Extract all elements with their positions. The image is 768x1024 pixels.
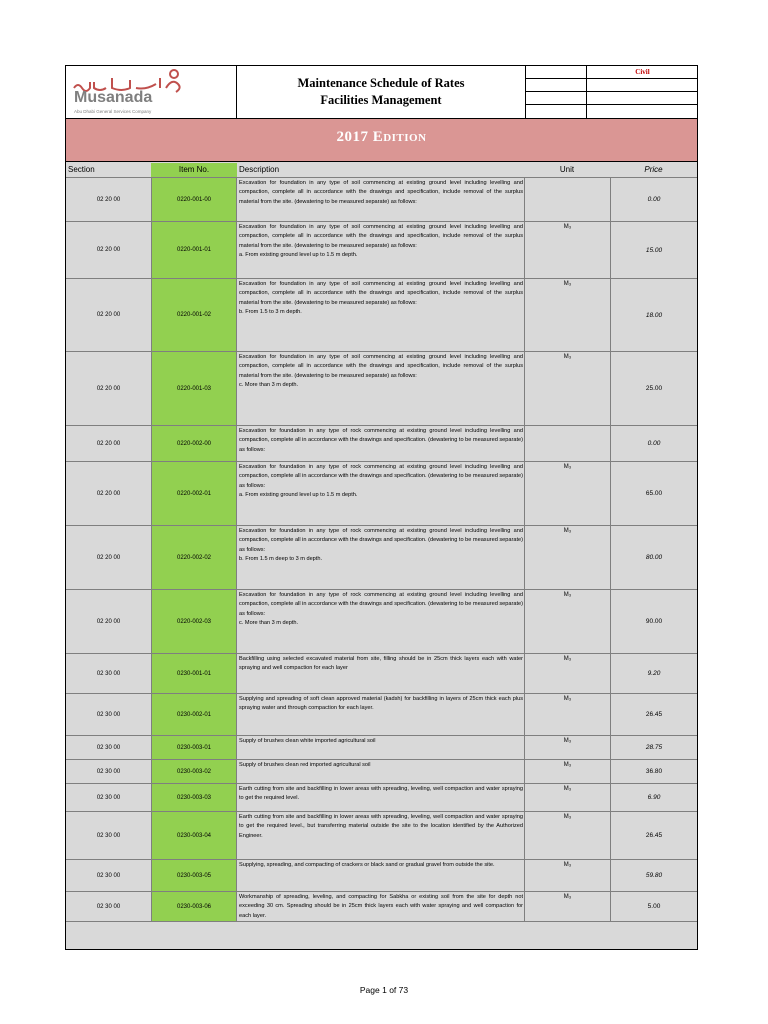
description-text: Supply of brushes clean white imported agricultural soil	[239, 738, 376, 744]
price-cell: 90.00	[610, 590, 697, 653]
table-row	[66, 654, 697, 694]
table-row	[66, 860, 697, 892]
description-cell	[238, 736, 524, 759]
table-row	[66, 694, 697, 736]
description-cell	[238, 784, 524, 811]
table-row	[66, 892, 697, 922]
description-cell	[238, 654, 524, 693]
price-cell: 6.90	[610, 784, 697, 811]
unit-cell: M₃	[524, 784, 610, 811]
table-row	[66, 426, 697, 462]
column-header	[66, 163, 697, 178]
section-cell: 02 30 00	[96, 903, 121, 910]
item-number-cell: 0230-003-03	[151, 784, 237, 811]
item-number-cell: 0230-001-01	[151, 654, 237, 693]
section-cell: 02 20 00	[96, 247, 121, 253]
unit-cell: M₃	[524, 526, 610, 589]
description-text: Excavation for foundation in any type of soil commencing at existing ground level including levelling and compaction, complete all in accordance with the drawings and specification, include removal of the surplus material from the site. (dewatering to be measured separate) as follows:	[239, 281, 523, 306]
item-number-cell: 0230-003-06	[151, 892, 237, 921]
description-cell	[238, 352, 524, 425]
table-row	[66, 462, 697, 526]
description-text: Backfilling using selected excavated material from site, filling should be in 25cm thick layers each with water spraying and well compaction for each layer	[239, 656, 523, 672]
table-row	[66, 590, 697, 654]
description-cell	[238, 526, 524, 589]
col-item: Item No.	[151, 163, 237, 177]
table-row	[66, 352, 697, 426]
description-text: Excavation for foundation in any type of rock commencing at existing ground level including levelling and compaction, complete all in accordance with the drawings and specification. (dewatering to be measured separate) as follows:	[239, 428, 523, 453]
logo-cell	[66, 66, 237, 118]
col-section: Section	[68, 165, 95, 174]
unit-cell: M₃	[524, 590, 610, 653]
description-cell	[238, 694, 524, 735]
description-cell	[238, 178, 524, 221]
item-number-cell: 0230-002-01	[151, 694, 237, 735]
description-cell	[238, 222, 524, 278]
section-cell: 02 30 00	[96, 872, 121, 879]
description-text: Workmanship of spreading, leveling, and compacting for Sabkha or existing soil from the site for depth not exceeding 30 cm. Spreading should be in 25cm thick layers each with water spraying and well compaction for each layer.	[239, 894, 523, 919]
section-cell: 02 30 00	[96, 768, 121, 775]
item-number-cell: 0230-003-01	[151, 736, 237, 759]
section-cell: 02 20 00	[96, 554, 121, 561]
table-row	[66, 736, 697, 760]
section-cell: 02 30 00	[96, 744, 121, 751]
description-text: Excavation for foundation in any type of soil commencing at existing ground level including levelling and compaction, complete all in accordance with the drawings and specification, include removal of the surplus material from the site. (dewatering to be measured separate) as follows:	[239, 354, 523, 379]
title-line-2: Facilities Management	[320, 93, 442, 107]
unit-cell: M₃	[524, 694, 610, 735]
category-label: Civil	[635, 68, 650, 76]
description-text: Supplying and spreading of soft clean approved material (kadsh) for backfilling in layers of 25cm thick each plus spraying water and through compaction for each layer.	[239, 696, 523, 712]
musanada-logo	[66, 66, 237, 118]
price-cell: 0.00	[610, 426, 697, 461]
description-text: Excavation for foundation in any type of soil commencing at existing ground level including levelling and compaction, complete all in accordance with the drawings and specification, include removal of the surplus material from the site. (dewatering to be measured separate) as follows:	[239, 224, 523, 249]
item-number-cell: 0230-003-04	[151, 812, 237, 859]
description-cell	[238, 462, 524, 525]
table-row	[66, 279, 697, 352]
unit-cell: M₃	[524, 654, 610, 693]
unit-cell: M₃	[524, 892, 610, 921]
item-number-cell: 0220-002-03	[151, 590, 237, 653]
section-cell: 02 20 00	[96, 440, 121, 447]
col-unit: Unit	[559, 165, 575, 174]
section-cell: 02 30 00	[96, 711, 121, 718]
price-cell: 59.80	[610, 860, 697, 891]
price-cell: 0.00	[610, 178, 697, 221]
table-row	[66, 178, 697, 222]
item-number-cell: 0230-003-05	[151, 860, 237, 891]
description-cell	[238, 760, 524, 783]
item-number-cell: 0220-002-00	[151, 426, 237, 461]
price-cell: 26.45	[610, 694, 697, 735]
price-cell: 80.00	[610, 526, 697, 589]
unit-cell: M₃	[524, 760, 610, 783]
table-row	[66, 812, 697, 860]
description-text: Earth cutting from site and backfilling in lower areas with spreading, leveling, well compaction and water spraying to get the required level., but transferring material outside the site to the location identified by the Authorized Engineer.	[239, 814, 523, 839]
edition-band	[66, 119, 697, 162]
section-cell: 02 30 00	[96, 794, 121, 801]
table-row	[66, 526, 697, 590]
section-cell: 02 20 00	[96, 385, 121, 392]
section-cell: 02 30 00	[96, 670, 121, 677]
logo-text: Musanada	[74, 89, 153, 106]
description-subitem: a. From existing ground level up to 1.5 m depth.	[239, 492, 358, 499]
edition-title: 2017 Edition	[336, 129, 427, 145]
description-cell	[238, 860, 524, 891]
logo-tagline: Abu Dhabi General Services Company	[74, 109, 152, 114]
unit-cell: M₃	[524, 736, 610, 759]
description-cell	[238, 279, 524, 351]
item-number-cell: 0220-002-01	[151, 462, 237, 525]
item-number-cell: 0220-001-03	[151, 352, 237, 425]
description-text: Excavation for foundation in any type of soil commencing at existing ground level including levelling and compaction, complete all in accordance with the drawings and specification, include removal of the surplus material from the site. (dewatering to be measured separate) as follows:	[239, 180, 523, 205]
price-cell: 65.00	[610, 462, 697, 525]
item-number-cell: 0220-002-02	[151, 526, 237, 589]
description-cell	[238, 812, 524, 859]
unit-cell: M₃	[524, 352, 610, 425]
section-cell: 02 20 00	[96, 618, 121, 625]
description-cell	[238, 426, 524, 461]
description-text: Excavation for foundation in any type of rock commencing at existing ground level including levelling and compaction, complete all in accordance with the drawings and specification. (dewatering to be measured separate) as follows:	[239, 528, 523, 553]
unit-cell: M₃	[524, 462, 610, 525]
unit-cell: M₃	[524, 279, 610, 351]
table-row	[66, 222, 697, 279]
document-header	[66, 66, 697, 119]
unit-cell: M₃	[524, 812, 610, 859]
schedule-sheet	[65, 65, 698, 950]
unit-cell	[524, 426, 610, 461]
description-subitem: a. From existing ground level up to 1.5 m depth.	[239, 252, 358, 259]
price-cell: 15.00	[610, 222, 697, 278]
unit-cell: M₃	[524, 860, 610, 891]
item-number-cell: 0220-001-01	[151, 222, 237, 278]
table-row	[66, 760, 697, 784]
price-cell: 25.00	[610, 352, 697, 425]
item-number-cell: 0230-003-02	[151, 760, 237, 783]
col-price: Price	[644, 165, 663, 174]
item-number-cell: 0220-001-00	[151, 178, 237, 221]
title-cell	[237, 66, 526, 118]
item-number-cell: 0220-001-02	[151, 279, 237, 351]
description-subitem: c. More than 3 m depth.	[239, 382, 299, 389]
price-cell: 9.20	[610, 654, 697, 693]
unit-cell	[524, 178, 610, 221]
description-text: Supplying, spreading, and compacting of crackers or black sand or gradual gravel from outside the site.	[239, 862, 495, 868]
description-text: Excavation for foundation in any type of rock commencing at existing ground level including levelling and compaction, complete all in accordance with the drawings and specification. (dewatering to be measured separate) as follows:	[239, 464, 523, 489]
price-cell: 18.00	[610, 279, 697, 351]
section-cell: 02 20 00	[96, 490, 121, 497]
table-row	[66, 784, 697, 812]
description-text: Supply of brushes clean red imported agricultural soil	[239, 762, 371, 768]
section-cell: 02 30 00	[96, 832, 121, 839]
description-subitem: c. More than 3 m depth.	[239, 620, 299, 627]
description-subitem: b. From 1.5 m deep to 3 m depth.	[239, 556, 323, 563]
description-text: Excavation for foundation in any type of rock commencing at existing ground level including levelling and compaction, complete all in accordance with the drawings and specification. (dewatering to be measured separate) as follows:	[239, 592, 523, 617]
title-line-1: Maintenance Schedule of Rates	[297, 76, 465, 90]
description-cell	[238, 892, 524, 921]
unit-cell: M₃	[524, 222, 610, 278]
price-cell: 36.80	[610, 760, 697, 783]
section-cell: 02 20 00	[96, 312, 121, 318]
price-cell: 26.45	[610, 812, 697, 859]
price-cell: 28.75	[610, 736, 697, 759]
page-footer: Page 1 of 73	[359, 985, 409, 995]
description-subitem: b. From 1.5 to 3 m depth.	[239, 309, 302, 316]
price-cell: 5.00	[610, 892, 697, 921]
info-cells	[526, 66, 697, 118]
description-cell	[238, 590, 524, 653]
section-cell: 02 20 00	[96, 196, 121, 203]
description-text: Earth cutting from site and backfilling in lower areas with spreading, leveling, well compaction and water spraying to get the required level.	[239, 786, 523, 802]
col-description: Description	[239, 165, 280, 174]
